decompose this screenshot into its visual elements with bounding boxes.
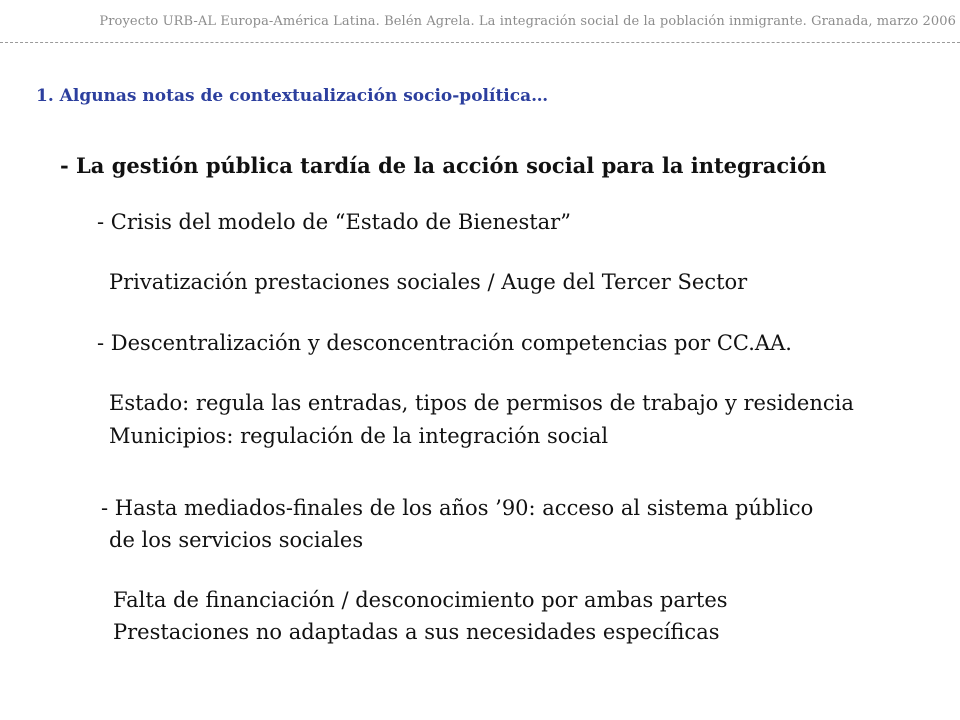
section-title: 1. Algunas notas de contextualización socio-política… [36,86,549,106]
main-heading: - La gestión pública tardía de la acción social para la integración [60,153,827,178]
subline-falta-financiacion: Falta de financiación / desconocimiento por ambas partes [113,588,728,612]
header-divider [0,42,960,43]
subline-estado: Estado: regula las entradas, tipos de permisos de trabajo y residencia [109,391,854,415]
bullet-descentralizacion: - Descentralización y desconcentración competencias por CC.AA. [97,331,792,355]
bullet-crisis-estado-bienestar: - Crisis del modelo de “Estado de Bienestar” [97,210,571,234]
bullet-hasta-mediados-continuation: de los servicios sociales [109,528,364,552]
slide-header: Proyecto URB-AL Europa-América Latina. Belén Agrela. La integración social de la población inmigrante. Granada, marzo 2006 [99,14,956,29]
bullet-hasta-mediados: - Hasta mediados-finales de los años ’90: acceso al sistema público [101,496,814,520]
subline-privatizacion: Privatización prestaciones sociales / Auge del Tercer Sector [109,270,748,294]
subline-prestaciones: Prestaciones no adaptadas a sus necesidades específicas [113,620,720,644]
subline-municipios: Municipios: regulación de la integración social [109,424,609,448]
